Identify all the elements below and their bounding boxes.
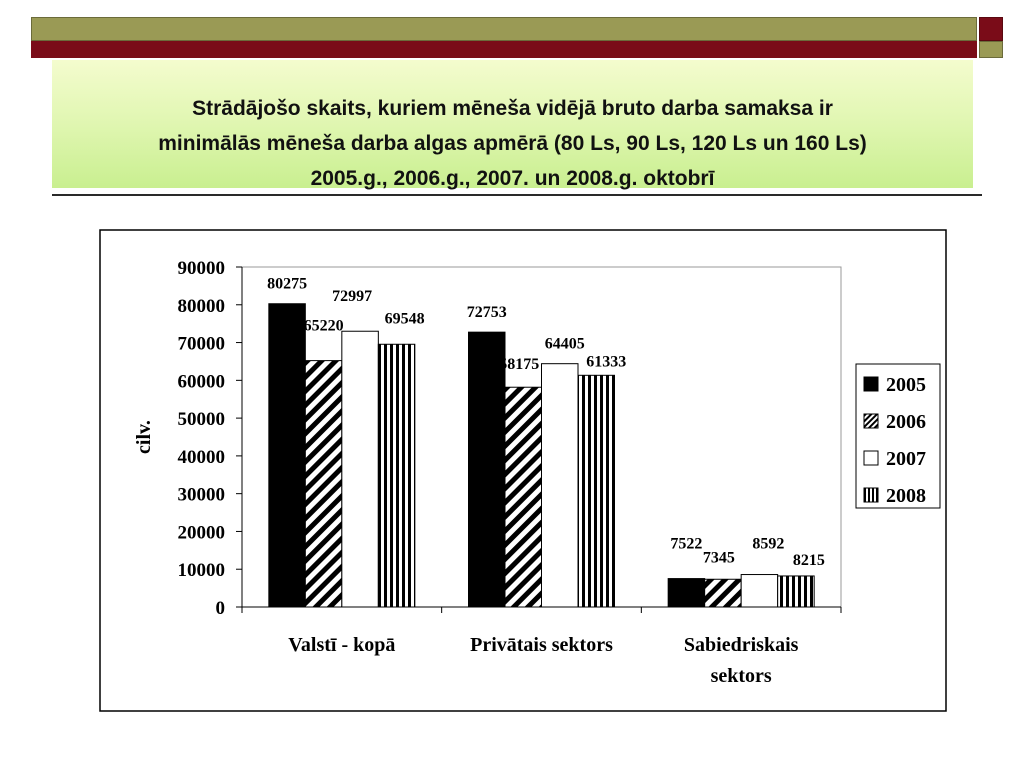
y-tick-label: 70000: [177, 333, 225, 355]
y-tick-label: 90000: [177, 258, 225, 279]
legend-swatch-2006: [864, 414, 878, 428]
data-label: 69548: [384, 310, 425, 328]
bar-2008: [578, 375, 615, 607]
data-label: 7522: [670, 535, 703, 553]
y-tick-label: 40000: [177, 446, 225, 468]
title-line-1: Strādājošo skaits, kuriem mēneša vidējā bruto darba samaksa ir: [192, 97, 833, 120]
data-label: 65220: [303, 317, 344, 335]
x-category-label: Privātais sektors: [470, 634, 613, 656]
data-label: 8215: [792, 551, 825, 569]
y-tick-label: 10000: [177, 560, 225, 582]
data-label: 7345: [702, 549, 735, 567]
bar-2005: [269, 304, 306, 607]
bar-2006: [705, 579, 742, 607]
legend-label: 2005: [886, 374, 926, 396]
legend-label: 2007: [886, 448, 926, 470]
bar-2006: [505, 387, 542, 607]
y-tick-label: 60000: [177, 371, 225, 393]
data-label: 72753: [466, 304, 507, 322]
bar-2005: [668, 579, 705, 607]
bar-2006: [305, 361, 342, 607]
bar-2008: [378, 344, 415, 607]
y-tick-label: 50000: [177, 409, 225, 431]
bar-2007: [542, 364, 579, 607]
title-line-3: 2005.g., 2006.g., 2007. un 2008.g. oktobrī: [310, 167, 715, 190]
legend-swatch-2005: [864, 377, 878, 391]
legend-label: 2008: [886, 485, 926, 507]
legend-label: 2006: [886, 411, 926, 433]
y-tick-label: 30000: [177, 484, 225, 506]
data-label: 64405: [544, 335, 585, 353]
data-label: 8592: [752, 535, 785, 553]
data-label: 72997: [332, 288, 373, 306]
bar-2007: [741, 575, 778, 607]
y-tick-label: 0: [215, 598, 225, 619]
title-line-2: minimālās mēneša darba algas apmērā (80 Ls, 90 Ls, 120 Ls un 160 Ls): [158, 132, 867, 155]
data-label: 61333: [586, 353, 627, 371]
y-tick-label: 80000: [177, 295, 225, 317]
x-category-label: sektors: [710, 665, 772, 687]
bar-2007: [342, 331, 379, 607]
data-label: 80275: [267, 275, 308, 293]
bar-2005: [469, 332, 506, 607]
y-tick-label: 20000: [177, 522, 225, 544]
x-category-label: Valstī - kopā: [288, 634, 396, 656]
bar-2008: [778, 576, 815, 607]
legend-swatch-2008: [864, 488, 878, 502]
legend-swatch-2007: [864, 451, 878, 465]
y-axis-title: cilv.: [133, 420, 155, 454]
x-category-label: Sabiedriskais: [683, 634, 799, 656]
legend: [856, 364, 940, 508]
data-label: 58175: [499, 356, 540, 374]
